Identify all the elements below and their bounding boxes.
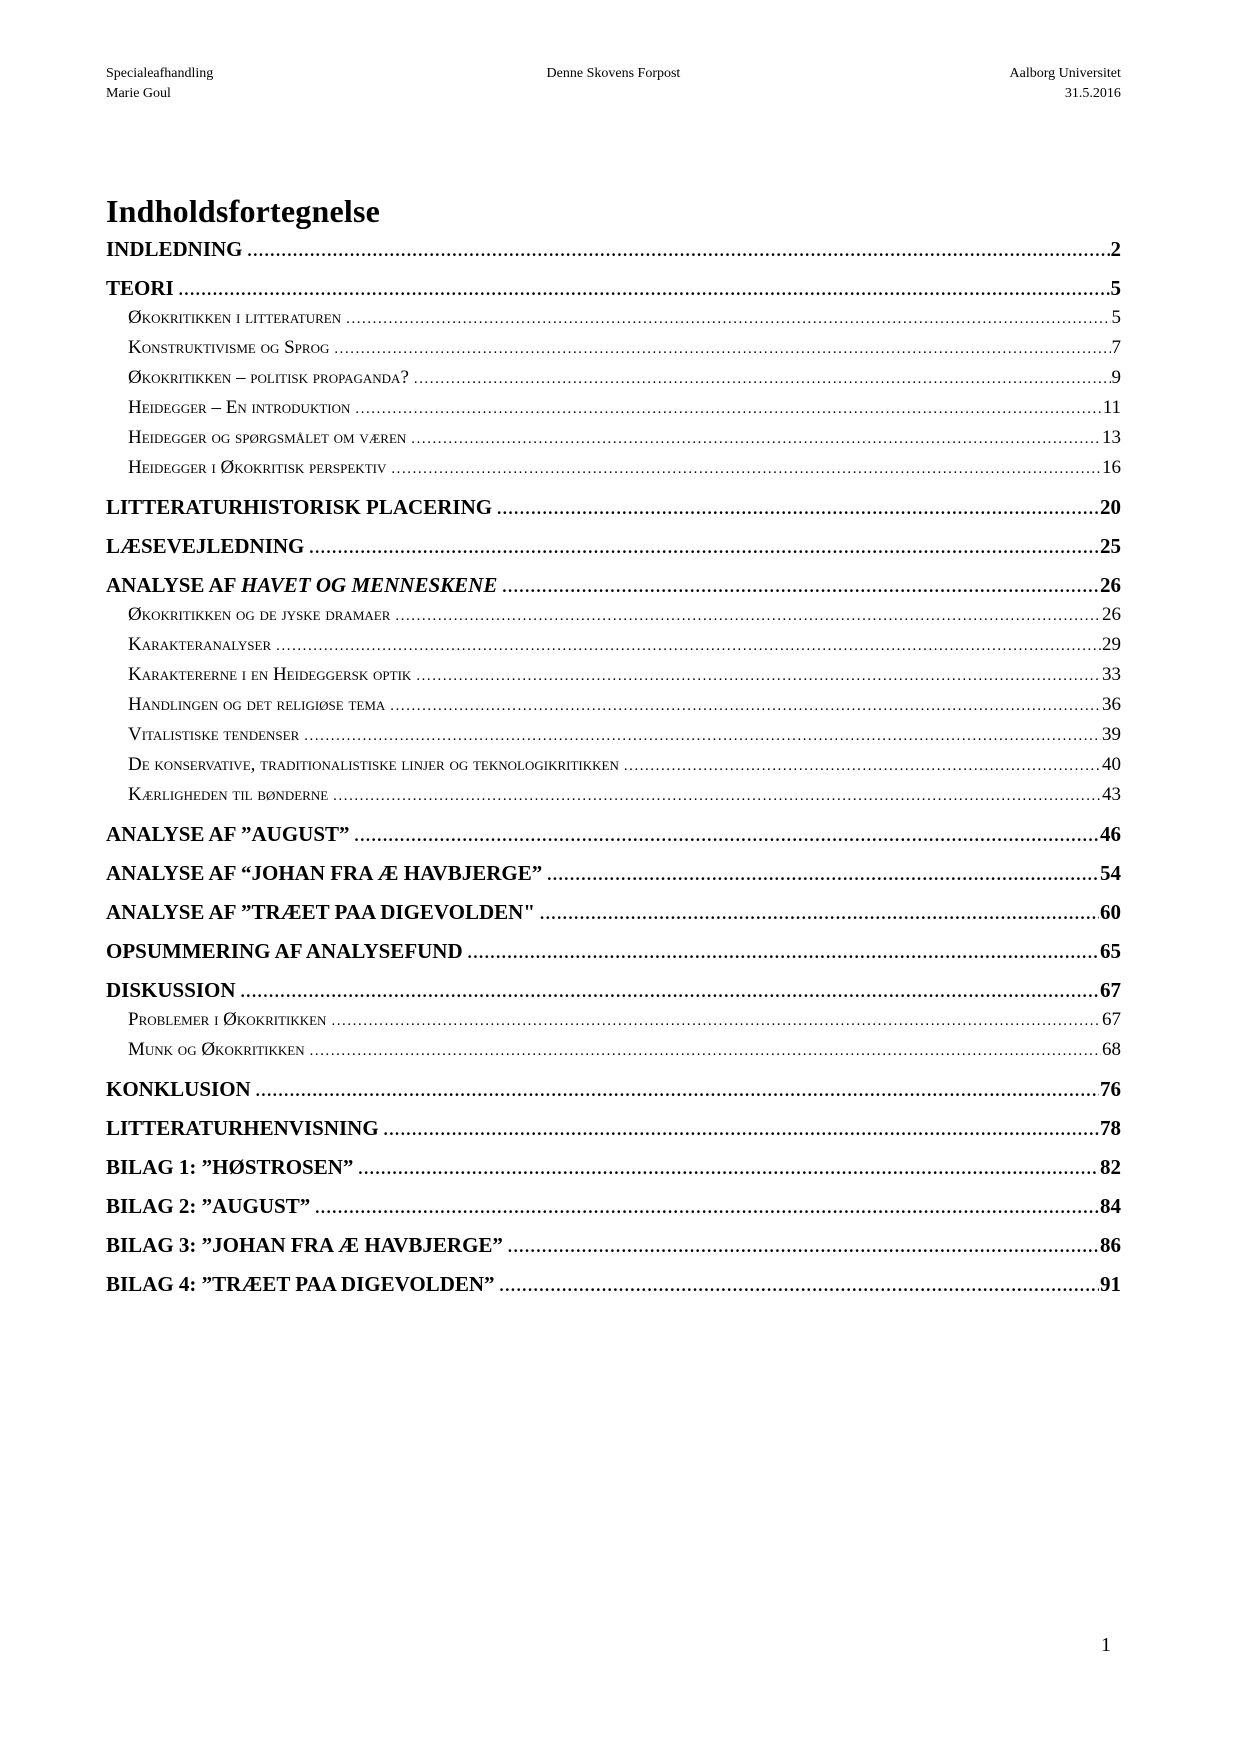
toc-entry: [106, 1234, 1121, 1258]
toc-page-number: 43: [1102, 784, 1121, 805]
toc: [106, 238, 1121, 1297]
toc-page-number: 25: [1100, 534, 1121, 558]
toc-entry-label: BILAG 3: ”JOHAN FRA Æ HAVBJERGE”: [106, 1233, 503, 1257]
toc-page-number: 13: [1102, 427, 1121, 448]
toc-entry: [106, 277, 1121, 301]
toc-entry: [106, 603, 1121, 628]
header-thesis-title: Denne Skovens Forpost: [546, 66, 681, 81]
toc-dot-leader: [508, 1234, 1099, 1258]
toc-entry-label: Munk og Økokritikken: [128, 1039, 305, 1060]
toc-entry-label: Økokritikken – politisk propaganda?: [128, 367, 409, 388]
toc-dot-leader: [256, 1078, 1099, 1102]
toc-page-number: 78: [1100, 1116, 1121, 1140]
toc-entry: [106, 535, 1121, 559]
toc-entry-label: BILAG 1: ”HØSTROSEN”: [106, 1155, 354, 1179]
toc-entry: [106, 940, 1121, 964]
toc-dot-leader: [304, 723, 1101, 748]
toc-page-number: 60: [1100, 900, 1121, 924]
toc-entry: [106, 633, 1121, 658]
toc-dot-leader: [391, 456, 1101, 481]
toc-page-number: 29: [1102, 634, 1121, 655]
toc-entry: [106, 979, 1121, 1003]
toc-page-number: 67: [1102, 1009, 1121, 1030]
toc-entry-label: ANALYSE AF “JOHAN FRA Æ HAVBJERGE”: [106, 861, 543, 885]
toc-dot-leader: [390, 693, 1101, 718]
toc-page-number: 65: [1100, 939, 1121, 963]
toc-entry: [106, 1273, 1121, 1297]
toc-entry-label: LÆSEVEJLEDNING: [106, 534, 305, 558]
toc-entry-label: LITTERATURHISTORISK PLACERING: [106, 495, 493, 519]
toc-entry-label: INDLEDNING: [106, 237, 243, 261]
toc-page-number: 2: [1110, 237, 1121, 261]
toc-entry-label: BILAG 4: ”TRÆET PAA DIGEVOLDEN”: [106, 1272, 495, 1296]
toc-entry: [106, 306, 1121, 331]
toc-dot-leader: [395, 603, 1101, 628]
toc-entry: [106, 426, 1121, 451]
toc-entry-label: ANALYSE AF HAVET OG MENNESKENE: [106, 573, 498, 597]
toc-page-number: 91: [1100, 1272, 1121, 1296]
toc-dot-leader: [502, 574, 1099, 598]
toc-entry-label: Kærligheden til bønderne: [128, 784, 329, 805]
toc-dot-leader: [334, 336, 1110, 361]
toc-dot-leader: [358, 1156, 1099, 1180]
toc-entry: [106, 1008, 1121, 1033]
toc-entry: [106, 693, 1121, 718]
toc-entry: [106, 366, 1121, 391]
toc-dot-leader: [276, 633, 1101, 658]
toc-page-number: 26: [1102, 604, 1121, 625]
toc-dot-leader: [355, 396, 1101, 421]
toc-dot-leader: [414, 366, 1111, 391]
toc-dot-leader: [416, 663, 1101, 688]
toc-entry: [106, 336, 1121, 361]
toc-dot-leader: [355, 823, 1100, 847]
toc-dot-leader: [497, 496, 1099, 520]
toc-entry-label: KONKLUSION: [106, 1077, 251, 1101]
toc-entry-label: Heidegger i Økokritisk perspektiv: [128, 457, 387, 478]
toc-page-number: 5: [1111, 307, 1121, 328]
toc-page-number: 54: [1100, 861, 1121, 885]
toc-entry-label: Økokritikken og de jyske dramaer: [128, 604, 391, 625]
toc-entry: [106, 862, 1121, 886]
header-right: [783, 64, 1121, 104]
toc-entry: [106, 1038, 1121, 1063]
toc-page-number: 46: [1100, 822, 1121, 846]
toc-dot-leader: [468, 940, 1099, 964]
header-left: [106, 64, 444, 104]
toc-dot-leader: [179, 277, 1110, 301]
toc-dot-leader: [500, 1273, 1099, 1297]
toc-entry: [106, 723, 1121, 748]
header-center: [444, 64, 782, 104]
toc-entry-label: BILAG 2: ”AUGUST”: [106, 1194, 311, 1218]
toc-entry-label: ANALYSE AF ”TRÆET PAA DIGEVOLDEN": [106, 900, 535, 924]
toc-entry: [106, 753, 1121, 778]
toc-entry-label: LITTERATURHENVISNING: [106, 1116, 379, 1140]
toc-entry-label: Handlingen og det religiøse tema: [128, 694, 386, 715]
toc-page-number: 11: [1102, 397, 1121, 418]
header-author: Marie Goul: [106, 86, 171, 101]
toc-entry: [106, 663, 1121, 688]
toc-page-number: 9: [1111, 367, 1121, 388]
toc-entry-label: Karaktererne i en Heideggersk optik: [128, 664, 412, 685]
toc-page-number: 82: [1100, 1155, 1121, 1179]
toc-entry-label: TEORI: [106, 276, 174, 300]
header-date: 31.5.2016: [1064, 86, 1121, 101]
toc-entry: [106, 783, 1121, 808]
toc-dot-leader: [346, 306, 1110, 331]
toc-dot-leader: [241, 979, 1099, 1003]
toc-dot-leader: [624, 753, 1101, 778]
toc-entry-label: Konstruktivisme og Sprog: [128, 337, 330, 358]
footer-page-number: 1: [1101, 1634, 1111, 1656]
toc-entry: [106, 1156, 1121, 1180]
header-university: Aalborg Universitet: [1009, 66, 1121, 81]
toc-dot-leader: [411, 426, 1101, 451]
toc-page-number: 84: [1100, 1194, 1121, 1218]
toc-dot-leader: [547, 862, 1099, 886]
toc-entry-label: Heidegger og spørgsmålet om væren: [128, 427, 407, 448]
toc-entry-label: Karakteranalyser: [128, 634, 272, 655]
toc-entry: [106, 901, 1121, 925]
toc-entry: [106, 238, 1121, 262]
toc-entry: [106, 456, 1121, 481]
toc-entry-label-italic: HAVET OG MENNESKENE: [240, 573, 498, 597]
toc-dot-leader: [540, 901, 1099, 925]
toc-entry: [106, 574, 1121, 598]
toc-page-number: 7: [1111, 337, 1121, 358]
page-title: Indholdsfortegnelse: [106, 193, 381, 230]
toc-entry-label: Heidegger – En introduktion: [128, 397, 351, 418]
toc-dot-leader: [384, 1117, 1099, 1141]
toc-entry-label: Problemer i Økokritikken: [128, 1009, 327, 1030]
toc-dot-leader: [310, 1038, 1101, 1063]
toc-dot-leader: [333, 783, 1101, 808]
toc-page-number: 20: [1100, 495, 1121, 519]
toc-entry-label: Økokritikken i litteraturen: [128, 307, 342, 328]
toc-entry: [106, 1078, 1121, 1102]
toc-entry-label: Vitalistiske tendenser: [128, 724, 300, 745]
toc-page-number: 76: [1100, 1077, 1121, 1101]
toc-page-number: 26: [1100, 573, 1121, 597]
toc-page-number: 40: [1102, 754, 1121, 775]
toc-page-number: 39: [1102, 724, 1121, 745]
toc-entry-label: OPSUMMERING AF ANALYSEFUND: [106, 939, 463, 963]
toc-dot-leader: [309, 535, 1099, 559]
page-header: [106, 64, 1121, 104]
toc-dot-leader: [331, 1008, 1101, 1033]
toc-page-number: 36: [1102, 694, 1121, 715]
toc-entry-label: DISKUSSION: [106, 978, 236, 1002]
toc-entry: [106, 496, 1121, 520]
header-document-type: Specialeafhandling: [106, 66, 214, 81]
toc-entry: [106, 1195, 1121, 1219]
toc-page-number: 86: [1100, 1233, 1121, 1257]
toc-entry: [106, 1117, 1121, 1141]
toc-dot-leader: [248, 238, 1110, 262]
toc-entry: [106, 823, 1121, 847]
toc-page-number: 68: [1102, 1039, 1121, 1060]
toc-entry-label: De konservative, traditionalistiske linjer og teknologikritikken: [128, 754, 619, 775]
toc-entry: [106, 396, 1121, 421]
toc-entry-label: ANALYSE AF ”AUGUST”: [106, 822, 350, 846]
toc-page-number: 16: [1102, 457, 1121, 478]
toc-page-number: 67: [1100, 978, 1121, 1002]
toc-page-number: 33: [1102, 664, 1121, 685]
toc-dot-leader: [315, 1195, 1099, 1219]
toc-page-number: 5: [1110, 276, 1121, 300]
